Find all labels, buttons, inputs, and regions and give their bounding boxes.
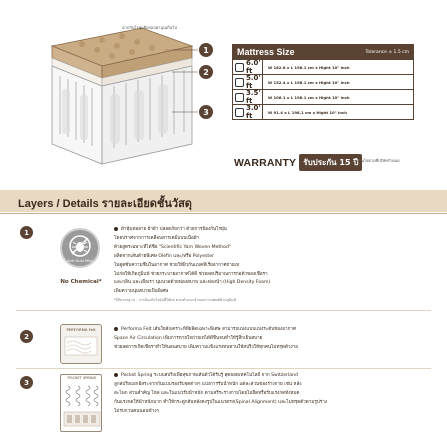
anti-dust-note: ฉากกันไรฝุ่นยิดรอบฝานุ่นเกินไป	[122, 25, 177, 30]
size-dimensions: W 182.8 x L 198.1 cm x Hight 10" inch	[268, 64, 350, 70]
felt-icon-label: PERFORMA Felt	[66, 327, 96, 332]
section-3-text	[114, 372, 432, 417]
warranty-label: WARRANTY	[234, 156, 297, 169]
section-3-number: 3	[20, 376, 33, 389]
spring-coil-icon	[62, 382, 102, 430]
bullet-icon	[114, 227, 118, 231]
section-2-line: ช่วยลดการเกิดเชื้อราทำให้นอนสบาย เพิ่มความแข็งแรงทนทานให้สปริงให้ทุกคนไม่ทรุดตัวง่าย	[114, 344, 298, 350]
section-1-line: โดยปราศจากการเคลือบสารเคมีแบบเนื้อผ้า	[114, 235, 200, 241]
size-value: 6.0' ft	[246, 59, 261, 75]
size-dimensions: W 152.4 x L 198.1 cm x Hight 10" inch	[268, 79, 350, 85]
section-1-line: ผ้าหุ้มทอลาย ผ้าผ้า ปลอดภัยกว่า ด้วยการป้องกันไรฝุ่น	[121, 227, 227, 232]
felt-texture-icon	[61, 335, 101, 361]
warranty-block	[234, 154, 362, 171]
size-value: 5.0' ft	[246, 74, 261, 90]
size-rows	[232, 60, 414, 120]
section-2-line: Performa Felt เส้นใยสังเคราะห์ที่ผลิตเฉพาะพิเศษ สามารถแบ่งแบบแบ่งระดับช่องอากาศ	[121, 327, 296, 332]
checkbox[interactable]	[235, 93, 244, 102]
section-1-footnote: *ใต้มาตรฐาน - การป้องกันไรฝุ่นที่ได้ผล ตามคำแนะนำของการแพทย์ด้านภูมิแพ้	[114, 298, 236, 303]
anti-dust-icon-text: Anti Dust Mite	[67, 258, 93, 263]
layers-title: Layers / Details รายละเอียดชั้นวัสดุ	[18, 198, 192, 210]
section-3-line: ลูกสปริงแยกอิสระจากกันแบบรองรับจุดต่างๆ แบ่งการรับน้ำหนัก แต่ละส่วนของร่างกาย เช่น หลัง	[114, 381, 302, 387]
callout-1: 1	[199, 43, 213, 57]
callout-2: 2	[199, 65, 213, 79]
checkbox[interactable]	[235, 63, 244, 72]
section-divider	[16, 368, 431, 369]
size-value: 3.0' ft	[246, 104, 261, 120]
section-3-line: กันแรงกดให้น้ำหนักมาก ทำให้กระดูกสันหลังคงรูปในแนวตรง(Spinal Alignment) และไม่ทรุดตัวตามรูปร่าง	[114, 399, 328, 405]
section-3-line: ไม่รบกวนคนนอนข้างๆ	[114, 408, 159, 414]
section-3-line: สะโพก ส่วนสำคัญ ไหล่ และในแนวรับน้ำหนัก ตามสรีระร่างกายโดยไม่ยึดหรือรับแรงกดทั้งหมด	[114, 390, 300, 396]
dust-mite-icon	[68, 234, 92, 258]
size-value: 3.5' ft	[246, 89, 261, 105]
mattress-size-table	[232, 44, 414, 120]
section-divider	[16, 310, 431, 311]
size-tolerance: Tolerance ± 1.5 cm	[365, 49, 409, 55]
size-dimensions: W 91.4 x L 198.1 cm x Hight 10" inch	[268, 109, 347, 115]
bullet-icon	[114, 327, 118, 331]
no-chemical-label: No Chemical*	[60, 279, 102, 285]
section-1-line: ด้วยสูตรเฉพาะที่ได้ชื่อ "Scientific Yarn Woven Method"	[114, 244, 231, 250]
warranty-badge: รับประกัน 15 ปี	[299, 154, 362, 171]
section-1-line: ไม่ก่อให้เกิดภูมิแพ้ ช่วยกระบายอากาศได้ดี ช่วยลดปริมาณการก่อตัวของเชื้อรา	[114, 271, 268, 277]
section-1-number: 1	[20, 226, 33, 239]
section-1-line: และกลิ่น และเยื่อเรา นุ่มนวลด้วยฟองสบาย และฟองน้ำ (High Density Foam)	[114, 280, 271, 286]
section-2-text	[114, 326, 432, 353]
section-1-line: ไม่ดูดซับความชื้นในอากาศ ช่วยให้ผิวกันแบคทีเรียอากาศถ่ายเท	[114, 262, 240, 268]
pocket-spring-icon	[60, 374, 102, 432]
size-row[interactable]	[233, 60, 413, 75]
section-1-line: เพิ่มความนุ่มสบายเป็นพิเศษ	[114, 289, 169, 295]
checkbox[interactable]	[235, 78, 244, 87]
section-3-line: Pocket Spring ระบบสปริงเพื่อสุขภาพเส้นตัวได้รับรู้ สุดยอดเทคโนโลยี จาก Switzerland	[121, 373, 298, 378]
checkbox[interactable]	[235, 108, 244, 117]
performa-felt-icon	[60, 324, 102, 364]
section-2-line: Space Air Circulation เพิ่มการหายใจถ่ายเทได้ดีขึ้นจนทำให้รู้สึกเย็นสบาย	[114, 335, 263, 341]
size-dimensions: W 106.1 x L 198.1 cm x Hight 10" inch	[268, 94, 350, 100]
mattress-drawing	[22, 14, 222, 184]
layers-header-bar	[0, 190, 447, 212]
size-table-title: Mattress Size	[237, 47, 295, 57]
size-row[interactable]	[233, 75, 413, 90]
warranty-note: เงื่อนไขตามที่บริษัทกำหนด	[356, 158, 400, 163]
callout-3: 3	[199, 105, 213, 119]
pocket-spring-icon-label: POCKET SPRING	[67, 376, 97, 380]
section-2-number: 2	[20, 330, 33, 343]
mattress-cutaway-illustration	[22, 14, 222, 184]
section-1-line: ผลิตจากเส้นด้ายพิเศษ Olefin และ/หรือ Polyester	[114, 253, 214, 259]
size-row[interactable]	[233, 90, 413, 105]
section-1-text	[114, 226, 432, 304]
anti-dust-mite-icon	[60, 228, 100, 268]
size-row[interactable]	[233, 105, 413, 120]
size-table-header	[232, 44, 414, 60]
bullet-icon	[114, 373, 118, 377]
